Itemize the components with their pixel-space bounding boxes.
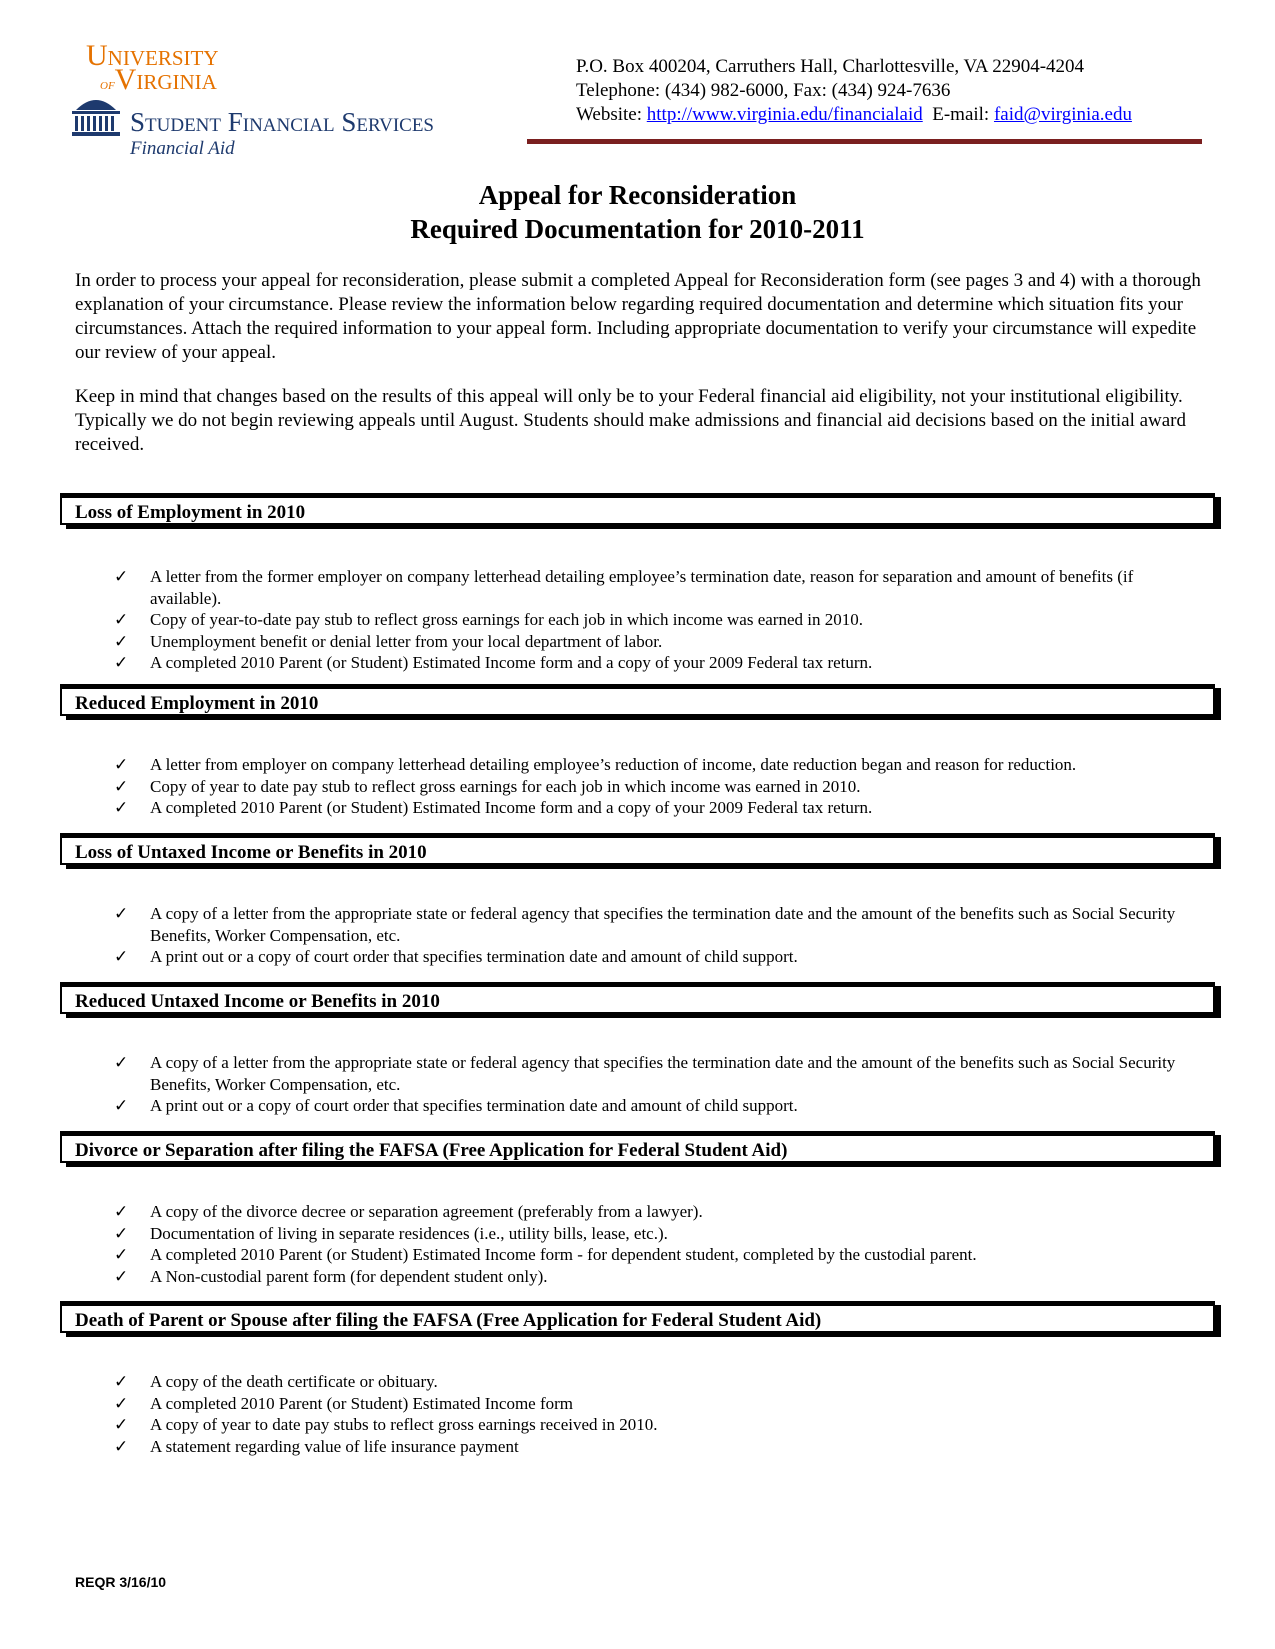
list-item: [110, 631, 1190, 653]
section-header: [60, 982, 1215, 1014]
uva-sfs-logo: [70, 40, 510, 160]
list-item-text: A copy of a letter from the appropriate state or federal agency that specifies the termination date and the amount of the benefits such as Social Security Benefits, Worker Compensation, etc.: [150, 904, 1176, 945]
checkmark-icon: ✓: [114, 1245, 129, 1264]
list-item-text: Documentation of living in separate residences (i.e., utility bills, lease, etc.).: [150, 1223, 668, 1243]
section-header: [60, 833, 1215, 865]
list-item: [110, 1393, 1190, 1415]
checkmark-icon: ✓: [114, 1096, 129, 1115]
header-divider: [527, 139, 1202, 144]
web-email-line: [576, 103, 1132, 127]
list-item: [110, 754, 1190, 776]
list-item: [110, 903, 1190, 946]
list-item: [110, 566, 1190, 609]
checkmark-icon: ✓: [114, 631, 129, 651]
list-item: [110, 1052, 1190, 1095]
website-link[interactable]: http://www.virginia.edu/financialaid: [646, 104, 923, 125]
checkmark-icon: ✓: [114, 904, 129, 923]
list-item-text: A copy of the death certificate or obituary.: [150, 1372, 438, 1391]
section-heading: Loss of Employment in 2010: [75, 502, 306, 523]
list-item-text: A completed 2010 Parent (or Student) Estimated Income form - for dependent student, completed by the custodial parent.: [150, 1245, 977, 1264]
address: P.O. Box 400204, Carruthers Hall, Charlottesville, VA 22904-4204: [576, 56, 1085, 77]
list-item-text: A copy of year to date pay stubs to reflect gross earnings received in 2010.: [150, 1415, 658, 1434]
intro-paragraph: In order to process your appeal for reconsideration, please submit a completed Appeal for Reconsideration form (see pages 3 and 4) with a thorough explanation of your circumstance. Please review the information below regarding required documentation and determine which situation fits your circumstances. Attach the required information to your appeal form. Including appropriate documentation to verify your circumstance will expedite our review of your appeal.: [75, 270, 1201, 363]
list-item: [110, 1414, 1190, 1436]
section-heading: Loss of Untaxed Income or Benefits in 2010: [75, 842, 427, 863]
section-heading: Death of Parent or Spouse after filing the FAFSA (Free Application for Federal Student Aid): [75, 1310, 822, 1331]
title-line-1: Appeal for Reconsideration: [478, 180, 797, 210]
checkmark-icon: ✓: [114, 1223, 129, 1243]
checkmark-icon: ✓: [114, 1202, 129, 1221]
checkmark-icon: ✓: [114, 1393, 129, 1413]
list-item: [110, 1371, 1190, 1393]
checkmark-icon: ✓: [114, 653, 129, 672]
requirement-list: [110, 1201, 1190, 1287]
website-label: Website:: [576, 104, 643, 125]
list-item: [110, 1095, 1190, 1117]
list-item-text: A completed 2010 Parent (or Student) Estimated Income form and a copy of your 2009 Federal tax return.: [150, 653, 873, 672]
logo-of: of: [100, 76, 115, 93]
list-item: [110, 1201, 1190, 1223]
list-item-text: A print out or a copy of court order that specifies termination date and amount of child support.: [150, 1096, 798, 1115]
list-item: [110, 1223, 1190, 1245]
section-header: [60, 493, 1215, 525]
logo-subtitle: Financial Aid: [130, 138, 235, 159]
list-item-text: A letter from the former employer on company letterhead detailing employee’s termination date, reason for separation and amount of benefits (if available).: [150, 567, 1134, 608]
requirement-list: [110, 754, 1190, 819]
requirement-list: [110, 1371, 1190, 1457]
list-item-text: Copy of year-to-date pay stub to reflect gross earnings for each job in which income was earned in 2010.: [150, 610, 863, 629]
section-heading: Divorce or Separation after filing the FAFSA (Free Application for Federal Student Aid): [75, 1140, 788, 1161]
list-item: [110, 946, 1190, 968]
list-item-text: A copy of the divorce decree or separation agreement (preferably from a lawyer).: [150, 1202, 703, 1221]
logo-department: Student Financial Services: [130, 107, 434, 137]
list-item: [110, 609, 1190, 631]
logo-university: University: [86, 39, 219, 72]
checkmark-icon: ✓: [114, 1415, 129, 1434]
page-title: [0, 178, 1275, 246]
email-label: E-mail:: [932, 104, 990, 125]
checkmark-icon: ✓: [114, 798, 129, 817]
rotunda-icon: [72, 92, 120, 136]
list-item: [110, 652, 1190, 674]
checkmark-icon: ✓: [114, 755, 129, 774]
list-item-text: A print out or a copy of court order that specifies termination date and amount of child support.: [150, 947, 798, 966]
form-code: REQR 3/16/10: [75, 1574, 167, 1590]
checkmark-icon: ✓: [114, 1372, 129, 1391]
logo-virginia-text: Virginia: [114, 63, 217, 96]
list-item-text: A completed 2010 Parent (or Student) Estimated Income form and a copy of your 2009 Federal tax return.: [150, 798, 873, 817]
list-item-text: A Non-custodial parent form (for dependent student only).: [150, 1266, 548, 1286]
list-item-text: Copy of year to date pay stub to reflect gross earnings for each job in which income was earned in 2010.: [150, 776, 861, 796]
section-header: [60, 684, 1215, 716]
section-heading: Reduced Employment in 2010: [75, 693, 319, 714]
list-item-text: Unemployment benefit or denial letter from your local department of labor.: [150, 631, 663, 651]
list-item: [110, 797, 1190, 819]
contact-block: [576, 55, 1132, 127]
list-item: [110, 1244, 1190, 1266]
list-item-text: A letter from employer on company letterhead detailing employee’s reduction of income, date reduction began and reason for reduction.: [150, 755, 1077, 774]
checkmark-icon: ✓: [114, 1436, 129, 1456]
requirement-list: [110, 566, 1190, 674]
title-line-2: Required Documentation for 2010-2011: [410, 214, 865, 244]
checkmark-icon: ✓: [114, 776, 129, 796]
list-item-text: A completed 2010 Parent (or Student) Estimated Income form: [150, 1393, 574, 1413]
checkmark-icon: ✓: [114, 610, 129, 629]
requirement-list: [110, 903, 1190, 968]
section-header: [60, 1131, 1215, 1163]
email-link[interactable]: faid@virginia.edu: [993, 104, 1132, 125]
list-item: [110, 776, 1190, 798]
list-item-text: A statement regarding value of life insurance payment: [150, 1436, 519, 1456]
section-header: [60, 1301, 1215, 1333]
list-item: [110, 1436, 1190, 1458]
requirement-list: [110, 1052, 1190, 1117]
checkmark-icon: ✓: [114, 1266, 129, 1286]
phone-fax: Telephone: (434) 982-6000, Fax: (434) 924-7636: [576, 80, 951, 101]
section-heading: Reduced Untaxed Income or Benefits in 2010: [75, 991, 440, 1012]
checkmark-icon: ✓: [114, 947, 129, 966]
notice-paragraph: Keep in mind that changes based on the results of this appeal will only be to your Federal financial aid eligibility, not your institutional eligibility. Typically we do not begin reviewing appeals until August. Students should make admissions and financial aid decisions based on the initial award received.: [75, 386, 1187, 455]
list-item: [110, 1266, 1190, 1288]
checkmark-icon: ✓: [114, 1053, 129, 1072]
list-item-text: A copy of a letter from the appropriate state or federal agency that specifies the termination date and the amount of the benefits such as Social Security Benefits, Worker Compensation, etc.: [150, 1053, 1176, 1094]
checkmark-icon: ✓: [114, 567, 129, 586]
